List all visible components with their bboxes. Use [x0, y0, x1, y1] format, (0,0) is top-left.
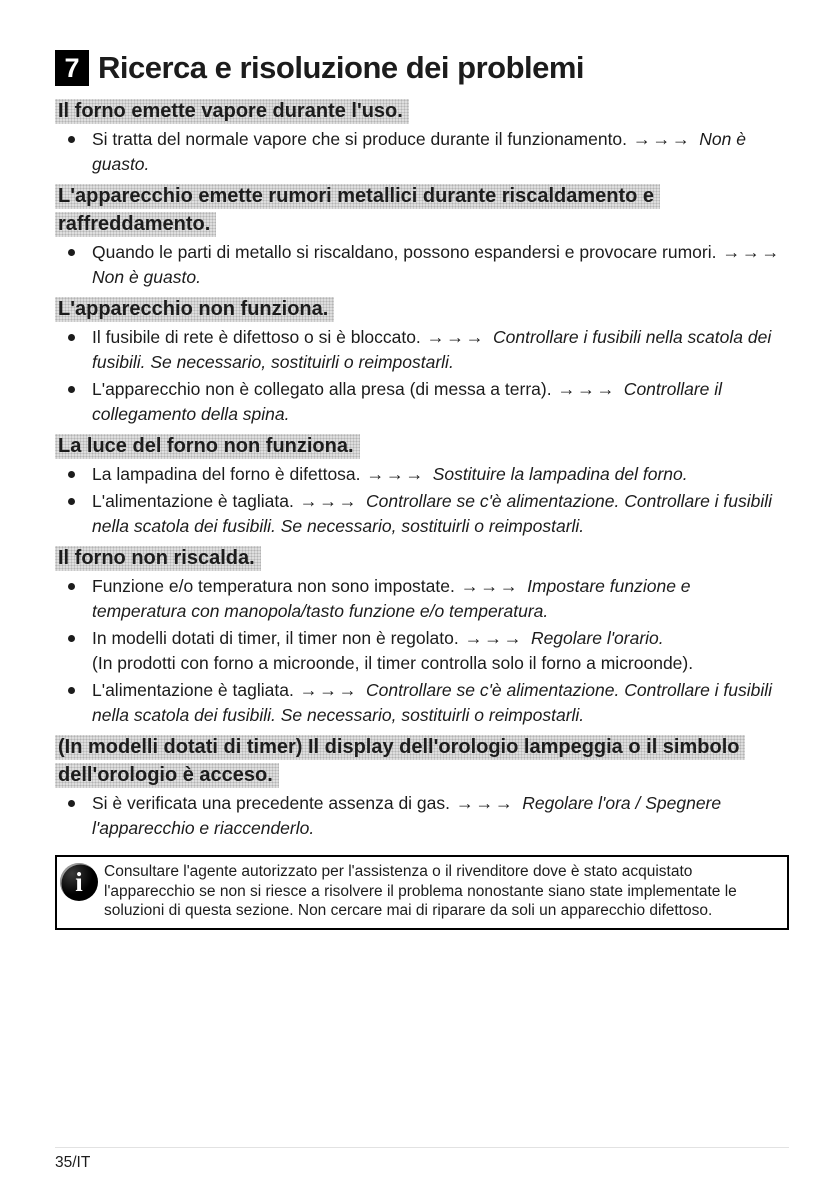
troubleshooting-section: [55, 733, 789, 841]
section-heading: [55, 544, 789, 572]
problem-text: L'alimentazione è tagliata.: [92, 491, 299, 511]
troubleshooting-item: [92, 791, 789, 841]
problem-text: Il fusibile di rete è difettoso o si è bloccato.: [92, 327, 426, 347]
info-box: [55, 855, 789, 930]
section-heading: [55, 295, 789, 323]
problem-text: Si tratta del normale vapore che si produce durante il funzionamento.: [92, 129, 632, 149]
troubleshooting-item: [92, 626, 789, 676]
section-heading-text: Il forno emette vapore durante l'uso.: [55, 99, 409, 124]
solution-text: Impostare funzione e temperatura con manopola/tasto funzione e/o temperatura.: [92, 576, 691, 621]
solution-text: Controllare se c'è alimentazione. Controllare i fusibili nella scatola dei fusibili. Se necessario, sostituirli o reimpostarli.: [92, 680, 773, 725]
section-heading-text: (In modelli dotati di timer) Il display dell'orologio lampeggia o il simbolo dell'orologio è acceso.: [55, 735, 745, 788]
troubleshooting-list: [55, 325, 789, 427]
troubleshooting-section: [55, 295, 789, 427]
section-heading-text: Il forno non riscalda.: [55, 546, 261, 571]
problem-text: L'apparecchio non è collegato alla presa (di messa a terra).: [92, 379, 557, 399]
troubleshooting-list: [55, 462, 789, 539]
arrow-separator: →→→: [426, 327, 486, 347]
section-heading: [55, 182, 789, 238]
troubleshooting-item: [92, 127, 789, 177]
section-heading: [55, 97, 789, 125]
troubleshooting-section: [55, 544, 789, 728]
problem-text: L'alimentazione è tagliata.: [92, 680, 299, 700]
sections: [55, 92, 789, 845]
troubleshooting-item: [92, 489, 789, 539]
arrow-separator: →→→: [632, 129, 692, 149]
solution-text: Controllare i fusibili nella scatola dei fusibili. Se necessario, sostituirli o reimpostarli.: [92, 327, 772, 372]
problem-text: La lampadina del forno è difettosa.: [92, 464, 366, 484]
troubleshooting-list: [55, 240, 789, 290]
solution-text: Regolare l'ora / Spegnere l'apparecchio e riaccenderlo.: [92, 793, 722, 838]
problem-text: Funzione e/o temperatura non sono impostate.: [92, 576, 460, 596]
page-footer: 35/IT: [55, 1147, 789, 1172]
problem-text: In modelli dotati di timer, il timer non è regolato.: [92, 628, 464, 648]
note-text: (In prodotti con forno a microonde, il timer controlla solo il forno a microonde).: [92, 653, 694, 673]
solution-text: Controllare se c'è alimentazione. Controllare i fusibili nella scatola dei fusibili. Se necessario, sostituirli o reimpostarli.: [92, 491, 773, 536]
page-header: [55, 50, 789, 86]
info-icon: i: [60, 863, 98, 901]
section-heading-text: L'apparecchio emette rumori metallici durante riscaldamento e raffreddamento.: [55, 184, 660, 237]
troubleshooting-list: [55, 791, 789, 841]
problem-text: Quando le parti di metallo si riscaldano, possono espandersi e provocare rumori.: [92, 242, 722, 262]
troubleshooting-item: [92, 462, 789, 487]
arrow-separator: →→→: [557, 379, 616, 399]
arrow-separator: →→→: [464, 628, 524, 648]
section-heading-text: La luce del forno non funziona.: [55, 434, 360, 459]
arrow-separator: →→→: [299, 680, 359, 700]
troubleshooting-item: [92, 377, 789, 427]
troubleshooting-list: [55, 127, 789, 177]
solution-text: Controllare il collegamento della spina.: [92, 379, 723, 424]
arrow-separator: →→→: [366, 464, 425, 484]
info-text: Consultare l'agente autorizzato per l'assistenza o il rivenditore dove è stato acquistato l'apparecchio se non si riesce a risolvere il problema nonostante siano state implementate le soluzioni di questa sezione. Non cercare mai di riparare da soli un apparecchio difettoso.: [104, 863, 737, 919]
troubleshooting-section: [55, 97, 789, 177]
arrow-separator: →→→: [722, 242, 781, 262]
arrow-separator: →→→: [455, 793, 515, 813]
solution-text: Non è guasto.: [92, 129, 746, 174]
troubleshooting-section: [55, 432, 789, 539]
page-title: Ricerca e risoluzione dei problemi: [98, 49, 585, 85]
problem-text: Si è verificata una precedente assenza di gas.: [92, 793, 455, 813]
section-heading: [55, 733, 789, 789]
troubleshooting-item: [92, 325, 789, 375]
solution-text: Non è guasto.: [92, 267, 201, 287]
troubleshooting-list: [55, 574, 789, 728]
solution-text: Regolare l'orario.: [526, 628, 664, 648]
troubleshooting-item: [92, 678, 789, 728]
arrow-separator: →→→: [299, 491, 359, 511]
section-heading-text: L'apparecchio non funziona.: [55, 297, 334, 322]
section-number-badge: 7: [55, 50, 89, 86]
solution-text: Sostituire la lampadina del forno.: [427, 464, 688, 484]
troubleshooting-item: [92, 240, 789, 290]
troubleshooting-item: [92, 574, 789, 624]
troubleshooting-section: [55, 182, 789, 290]
arrow-separator: →→→: [460, 576, 520, 596]
section-heading: [55, 432, 789, 460]
